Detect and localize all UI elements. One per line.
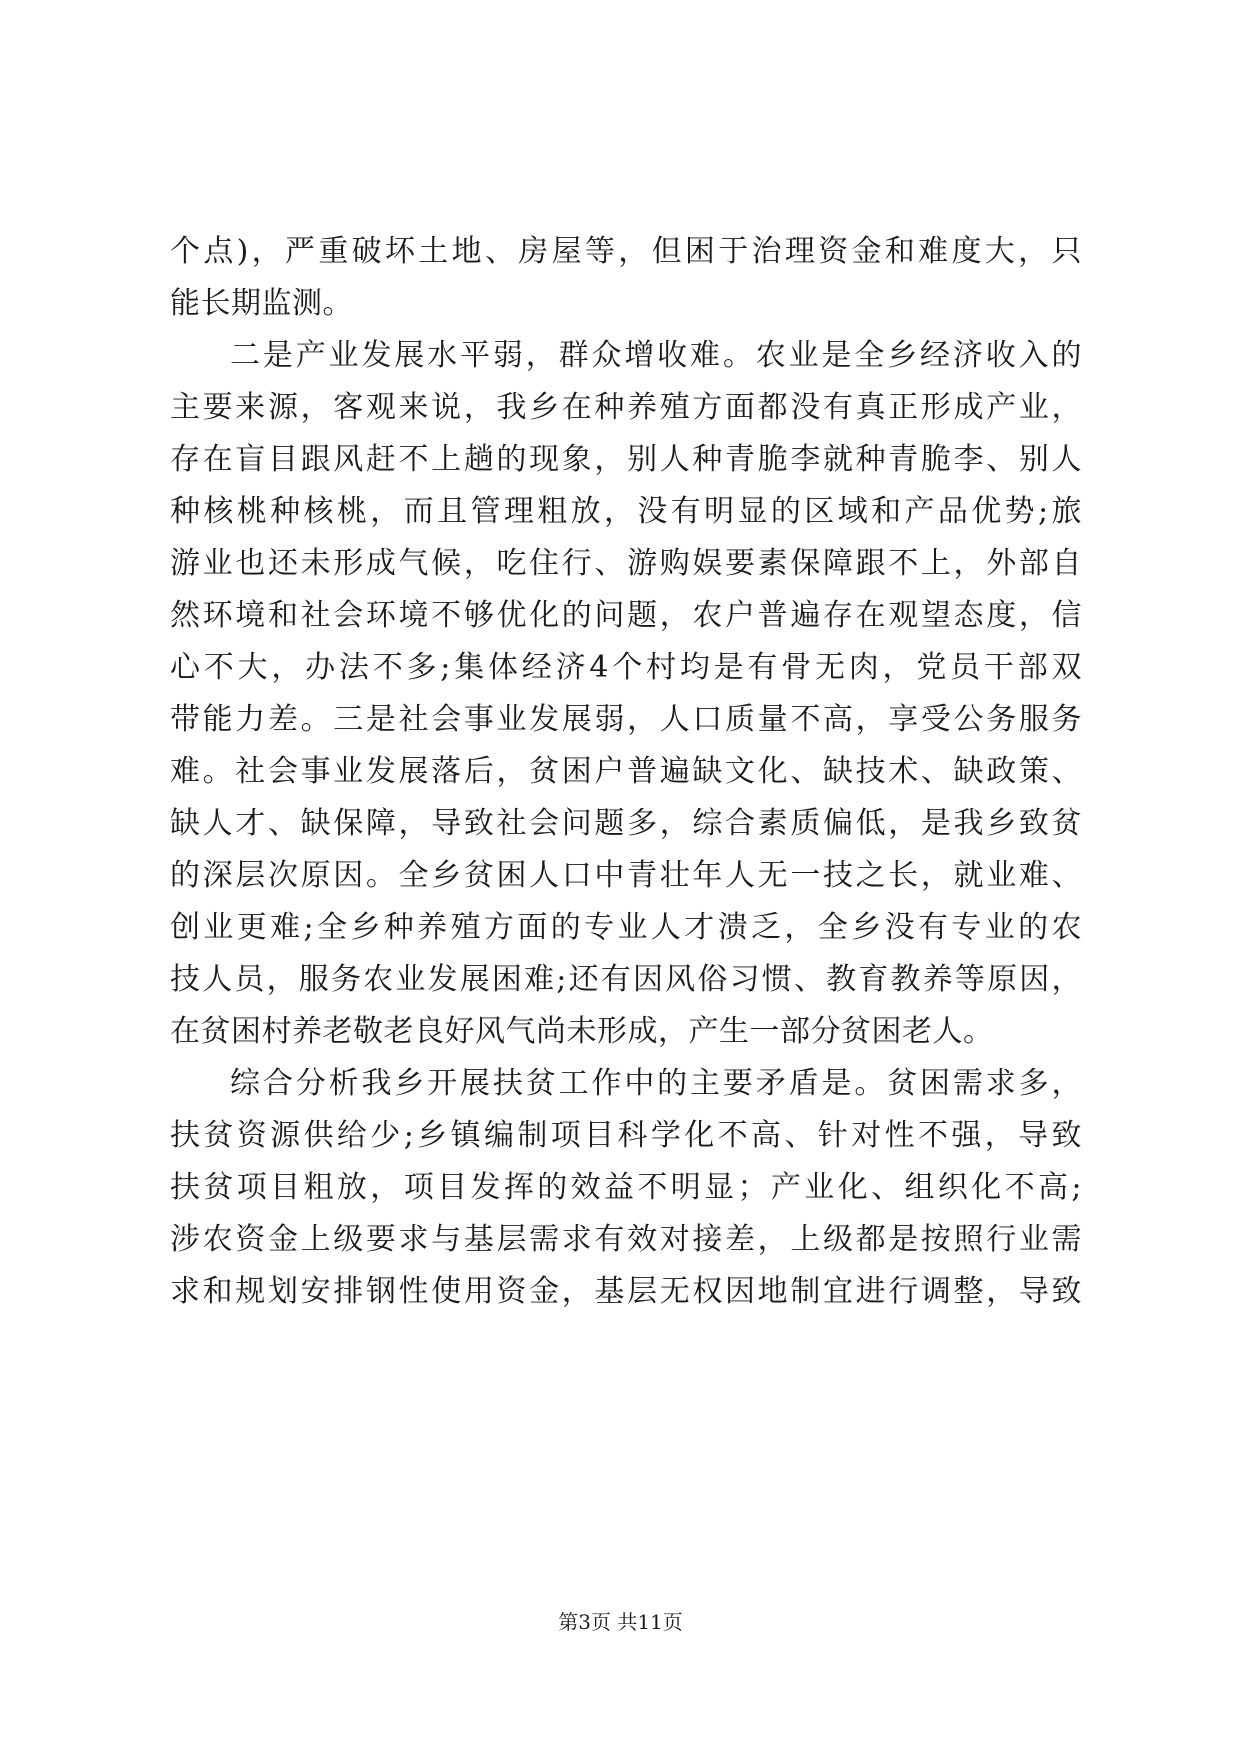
- text-line: 个点)，严重破坏土地、房屋等，但困于治理资金和难度大，只: [170, 234, 1082, 269]
- text-line: 难。社会事业发展落后，贫困户普遍缺文化、缺技术、缺政策、: [170, 754, 1082, 789]
- text-line: 扶贫项目粗放，项目发挥的效益不明显；产业化、组织化不高;: [170, 1170, 1082, 1205]
- document-body: [170, 226, 1082, 1318]
- text-line: 然环境和社会环境不够优化的问题，农户普遍存在观望态度，信: [170, 598, 1082, 633]
- text-line: 游业也还未形成气候，吃住行、游购娱要素保障跟不上，外部自: [170, 546, 1082, 581]
- text-line: 带能力差。三是社会事业发展弱，人口质量不高，享受公务服务: [170, 702, 1082, 737]
- text-line: 的深层次原因。全乡贫困人口中青壮年人无一技之长，就业难、: [170, 858, 1082, 893]
- text-line: 综合分析我乡开展扶贫工作中的主要矛盾是。贫困需求多，: [230, 1066, 1082, 1101]
- text-line: 在贫困村养老敬老良好风气尚未形成，产生一部分贫困老人。: [170, 1014, 994, 1049]
- text-line: 主要来源，客观来说，我乡在种养殖方面都没有真正形成产业，: [170, 390, 1082, 425]
- text-line: 创业更难;全乡种养殖方面的专业人才溃乏，全乡没有专业的农: [170, 910, 1082, 945]
- text-line: 缺人才、缺保障，导致社会问题多，综合素质偏低，是我乡致贫: [170, 806, 1082, 841]
- text-line: 种核桃种核桃，而且管理粗放，没有明显的区域和产品优势;旅: [170, 494, 1082, 529]
- text-line: 涉农资金上级要求与基层需求有效对接差，上级都是按照行业需: [170, 1222, 1082, 1257]
- text-line: 能长期监测。: [170, 286, 353, 321]
- page-number: 第3页 共11页: [558, 1610, 683, 1634]
- text-line: 扶贫资源供给少;乡镇编制项目科学化不高、针对性不强，导致: [170, 1118, 1082, 1153]
- text-line: 存在盲目跟风赶不上趟的现象，别人种青脆李就种青脆李、别人: [170, 442, 1082, 477]
- text-line: 心不大，办法不多;集体经济4个村均是有骨无肉，党员干部双: [170, 650, 1082, 685]
- text-line: 求和规划安排钢性使用资金，基层无权因地制宜进行调整，导致: [170, 1274, 1082, 1309]
- text-line: 二是产业发展水平弱，群众增收难。农业是全乡经济收入的: [230, 338, 1082, 373]
- text-line: 技人员，服务农业发展困难;还有因风俗习惯、教育教养等原因，: [170, 962, 1082, 997]
